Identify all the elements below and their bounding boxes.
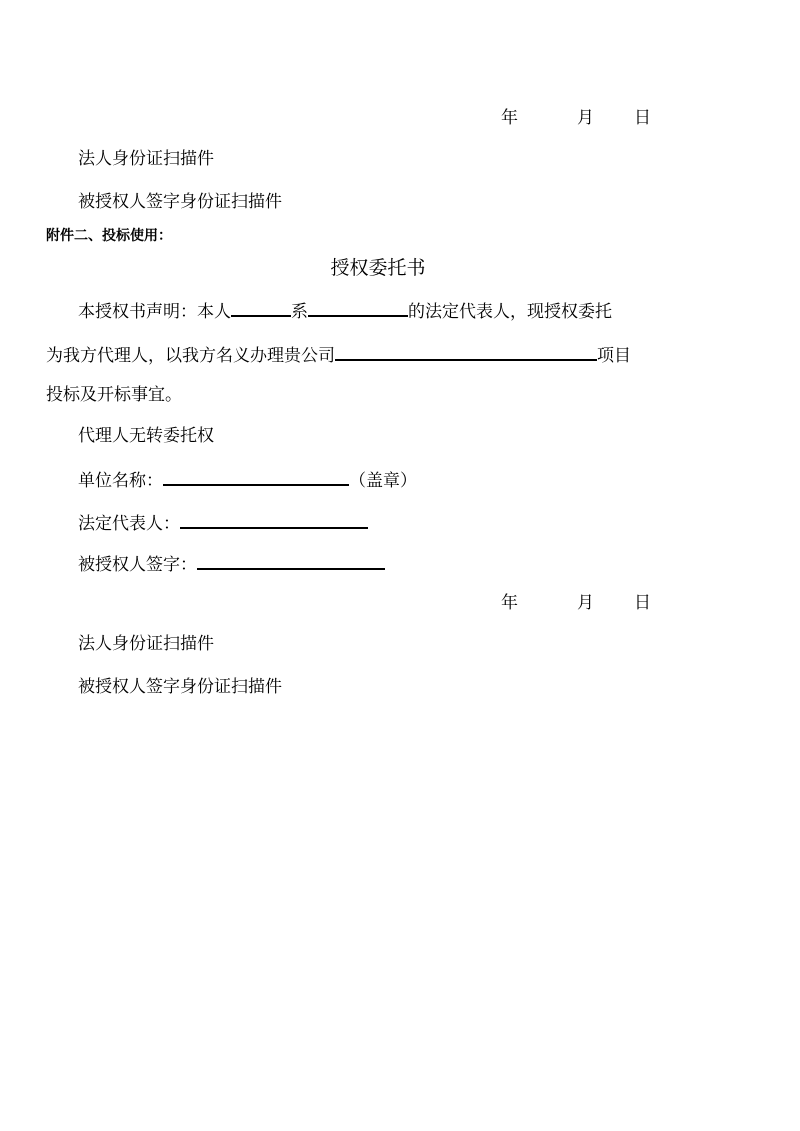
attachment-agent-id: 被授权人签字身份证扫描件 <box>78 192 282 212</box>
name-blank[interactable] <box>231 297 291 317</box>
attachment-legal-id: 法人身份证扫描件 <box>78 149 214 169</box>
date-month: 月 <box>577 593 594 613</box>
unit-name-label: 单位名称： <box>78 471 163 491</box>
signature-row <box>78 550 385 577</box>
unit-name-blank[interactable] <box>163 466 349 486</box>
legal-rep-label: 法定代表人： <box>78 514 180 534</box>
signature-label: 被授权人签字： <box>78 555 197 575</box>
legal-rep-blank[interactable] <box>180 509 368 529</box>
statement-line-2 <box>46 341 631 368</box>
statement-part2: 系 <box>291 302 308 322</box>
date-year: 年 <box>501 593 518 613</box>
date-month: 月 <box>577 108 594 128</box>
statement-part3: 的法定代表人，现授权委托 <box>408 302 612 322</box>
statement-line-3: 投标及开标事宜。 <box>46 385 182 405</box>
section-heading: 附件二、投标使用： <box>46 228 172 244</box>
signature-blank[interactable] <box>197 550 385 570</box>
attachment-agent-id: 被授权人签字身份证扫描件 <box>78 677 282 697</box>
date-day: 日 <box>634 593 651 613</box>
company-blank[interactable] <box>308 297 408 317</box>
no-transfer-clause: 代理人无转委托权 <box>78 426 214 446</box>
seal-note: （盖章） <box>349 471 417 491</box>
statement-line-1 <box>78 297 612 324</box>
attachment-legal-id: 法人身份证扫描件 <box>78 634 214 654</box>
legal-rep-row <box>78 509 368 536</box>
statement-part4: 为我方代理人，以我方名义办理贵公司 <box>46 346 335 366</box>
statement-part5: 项目 <box>597 346 631 366</box>
document-title: 授权委托书 <box>330 257 426 279</box>
date-year: 年 <box>501 108 518 128</box>
project-blank[interactable] <box>335 341 597 361</box>
date-day: 日 <box>634 108 651 128</box>
statement-part1: 本授权书声明：本人 <box>78 302 231 322</box>
unit-name-row <box>78 466 417 493</box>
